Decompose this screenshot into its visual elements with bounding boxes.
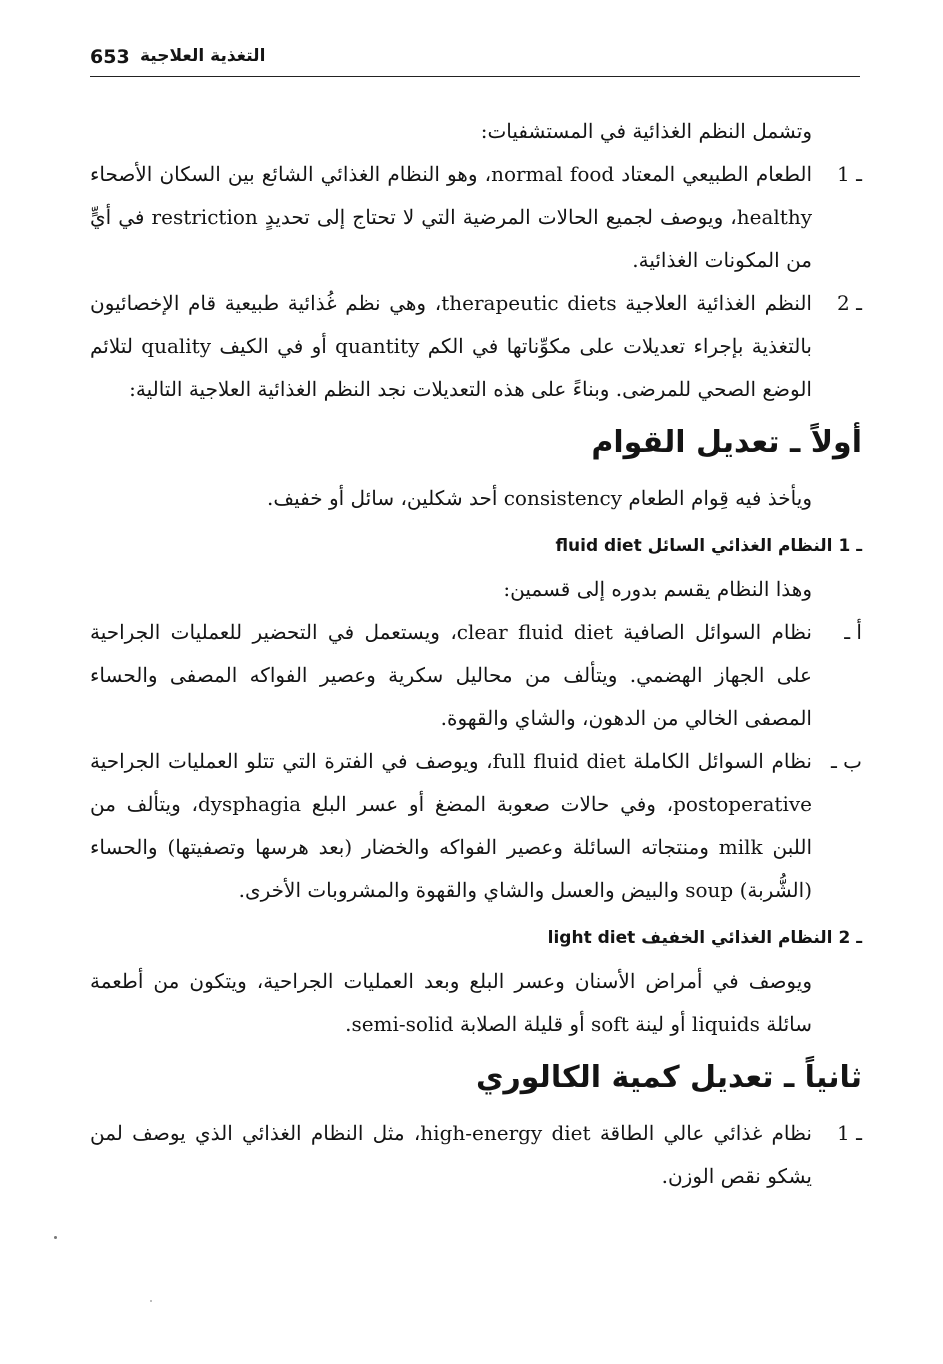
list-item-text: الطعام الطبيعي المعتاد normal food، وهو النظام الغذائي الشائع بين السكان الأصحاء healthy، ويوصف لجميع الحالات المرضية التي لا تحتاج إلى تحديدٍ restriction في أيٍّ من المكونات الغذائية. <box>90 162 813 272</box>
section-heading: ثانياً ـ تعديل كمية الكالوري <box>475 1060 862 1095</box>
subsection-title: النظام الغذائي الخفيف light diet <box>547 928 833 948</box>
list-item-text: النظم الغذائية العلاجية therapeutic diets، وهي نظم غُذائية طبيعية قام الإخصائيون بالتغذية بإجراء تعديلات على مكوِّناتها في الكم quantity أو في الكيف quality لتلائم الوضع الصحي للمرضى. وبناءً على هذه التعديلات نجد النظم الغذائية العلاجية التالية: <box>90 291 812 401</box>
list-marker: 1 ـ <box>837 162 862 186</box>
section-intro: ويأخذ فيه قِوام الطعام consistency أحد شكلين، سائل أو خفيف. <box>267 486 812 510</box>
list-item <box>90 1112 862 1198</box>
list-item <box>90 282 862 411</box>
subsection-paragraph: ويوصف في أمراض الأسنان وعسر البلع وبعد العمليات الجراحية، ويتكون من أطعمة سائلة liquids أو لينة soft أو قليلة الصلابة semi-solid. <box>90 969 812 1036</box>
subsection-heading <box>90 918 862 958</box>
section-heading: أولاً ـ تعديل القوام <box>591 425 862 460</box>
list-marker: 2 ـ <box>837 291 862 315</box>
list-marker: أ ـ <box>844 620 862 644</box>
list-item-text: نظام السوائل الكاملة full fluid diet، ويوصف في الفترة التي تتلو العمليات الجراحية postoperative، وفي حالات صعوبة المضغ أو عسر البلع dysphagia، ويتألف من اللبن milk ومنتجاته السائلة وعصير الفواكه والخضار (بعد هرسها وتصفيتها) والحساء (الشُّربة) soup والبيض والعسل والشاي والقهوة والمشروبات الأخرى. <box>90 749 813 902</box>
list-item <box>90 153 862 282</box>
subsection-number: 2 ـ <box>838 928 862 948</box>
subsection-heading <box>90 526 862 566</box>
subsection-number: 1 ـ <box>838 536 862 556</box>
list-marker: ب ـ <box>830 749 862 773</box>
list-item-text: نظام السوائل الصافية clear fluid diet، ويستعمل في التحضير للعمليات الجراحية على الجهاز الهضمي. ويتألف من محاليل سكرية وعصير الفواكه المصفى والحساء المصفى الخالي من الدهون، والشاي والقهوة. <box>90 620 812 730</box>
page-number: 653 <box>90 46 130 68</box>
subsection-title: النظام الغذائي السائل fluid diet <box>555 536 833 556</box>
list-item <box>90 611 862 740</box>
scan-speck <box>54 1236 57 1239</box>
list-item <box>90 740 862 912</box>
scan-speck <box>150 1300 152 1302</box>
page-body <box>90 110 862 1198</box>
list-marker: 1 ـ <box>837 1121 862 1145</box>
intro-paragraph: وتشمل النظم الغذائية في المستشفيات: <box>480 119 812 143</box>
list-item-text: نظام غذائي عالي الطاقة high-energy diet، مثل النظام الغذائي الذي يوصف لمن يشكو نقص الوزن. <box>90 1121 812 1188</box>
running-header <box>90 42 860 77</box>
subsection-intro: وهذا النظام يقسم بدوره إلى قسمين: <box>503 577 812 601</box>
running-title: التغذية العلاجية <box>140 46 266 66</box>
